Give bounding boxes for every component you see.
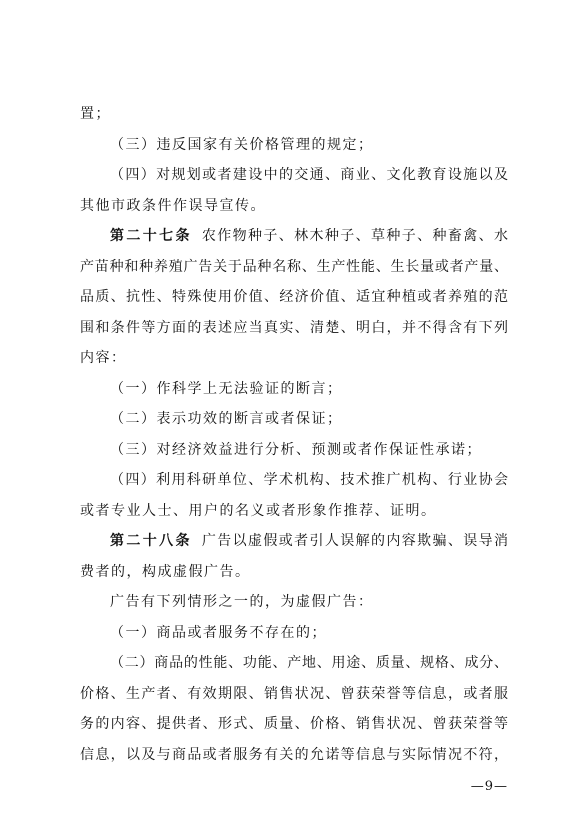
text-line: （二）商品的性能、功能、产地、用途、质量、规格、成分、 (110, 655, 508, 671)
text-line: 或者专业人士、用户的名义或者形象作推荐、证明。 (80, 502, 437, 519)
text-line: （四）对规划或者建设中的交通、商业、文化教育设施以及 (110, 167, 508, 183)
page-number: —9— (470, 779, 508, 794)
text-line: 围和条件等方面的表述应当真实、清楚、明白，并不得含有下列 (80, 319, 508, 336)
text-line: 信息，以及与商品或者服务有关的允诺等信息与实际情况不符， (80, 746, 508, 763)
text-line: （四）利用科研单位、学术机构、技术推广机构、行业协会 (110, 472, 508, 488)
text-line: 置； (80, 106, 111, 122)
text-line: 广告有下列情形之一的，为虚假广告： (110, 594, 374, 610)
article-27-first-line (80, 221, 508, 252)
document-body (80, 99, 508, 770)
text-line: 产苗种和种养殖广告关于品种名称、生产性能、生长量或者产量、 (80, 258, 508, 275)
text-line: （三）违反国家有关价格管理的规定； (110, 136, 374, 153)
text-line: （一）商品或者服务不存在的； (110, 624, 327, 641)
text-line: （二）表示功效的断言或者保证； (110, 411, 343, 427)
text-line: 广告以虚假或者引人误解的内容欺骗、误导消 (201, 533, 508, 549)
article-28-title: 第二十八条 (110, 533, 192, 549)
article-28-first-line (80, 526, 508, 557)
text-line: （三）对经济效益进行分析、预测或者作保证性承诺； (110, 441, 482, 458)
text-line: 品质、抗性、特殊使用价值、经济价值、适宜种植或者养殖的范 (80, 289, 508, 305)
text-line: 农作物种子、林木种子、草种子、种畜禽、水 (201, 228, 508, 244)
text-line: （一）作科学上无法验证的断言； (110, 380, 343, 397)
article-27-title: 第二十七条 (110, 228, 192, 244)
text-line: 价格、生产者、有效期限、销售状况、曾获荣誉等信息，或者服 (80, 685, 508, 702)
text-line: 其他市政条件作误导宣传。 (80, 197, 266, 214)
text-line: 务的内容、提供者、形式、质量、价格、销售状况、曾获荣誉等 (80, 716, 508, 732)
text-line: 内容： (80, 350, 127, 366)
text-line: 费者的，构成虚假广告。 (80, 563, 251, 580)
